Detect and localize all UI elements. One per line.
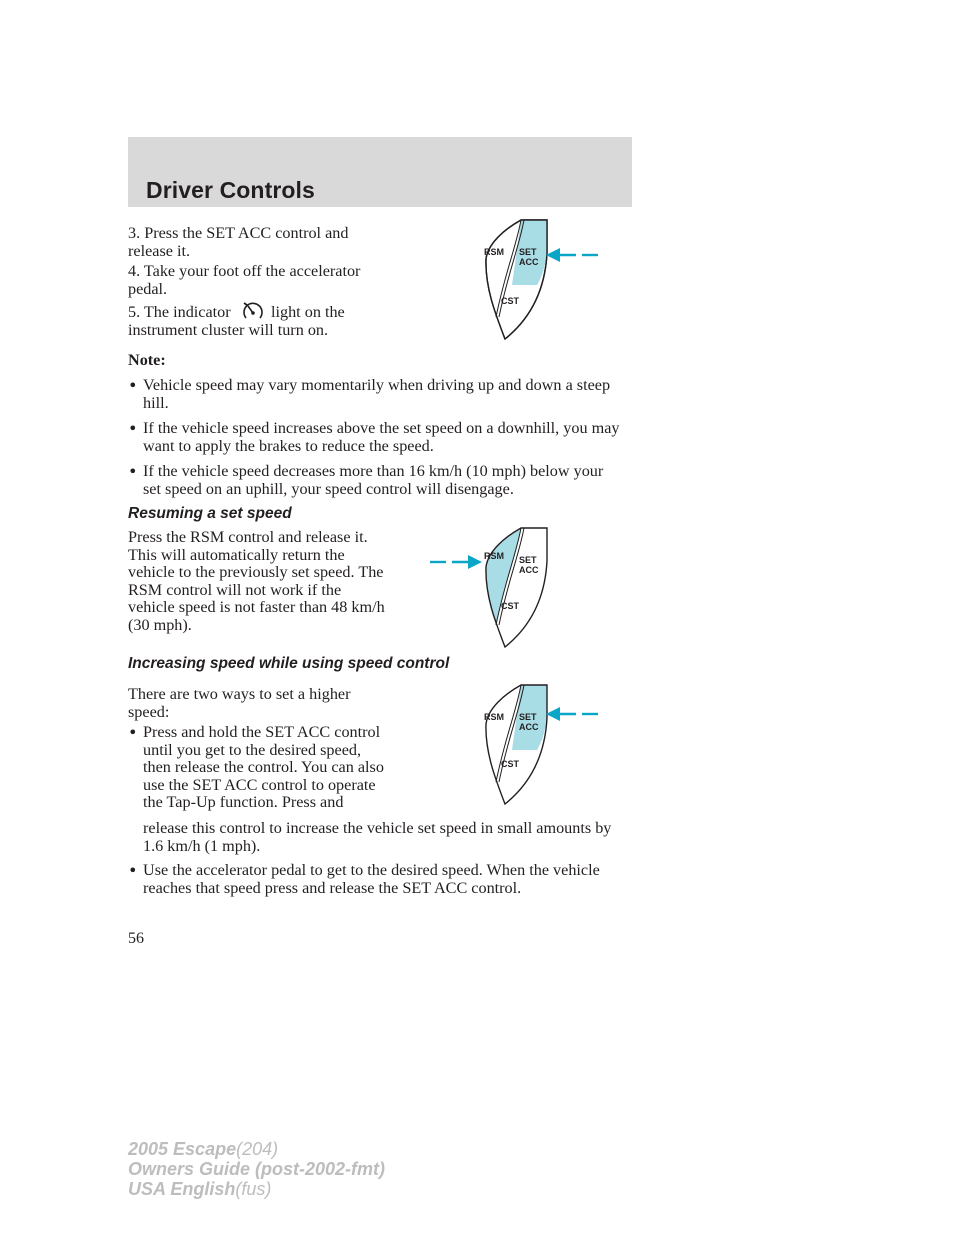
note-bullet-2: If the vehicle speed increases above the set speed on a downhill, you may want to apply the brakes to reduce the speed.	[143, 419, 620, 455]
acc-label: ACC	[519, 565, 539, 575]
cst-label: CST	[501, 601, 519, 611]
arrow-pointer-icon	[544, 245, 600, 269]
increase-heading: Increasing speed while using speed control	[128, 655, 450, 672]
step-3: 3. Press the SET ACC control and release it.	[128, 224, 349, 260]
footer-line-3: USA English(fus)	[128, 1179, 272, 1199]
rsm-label: RSM	[484, 551, 504, 561]
cst-label: CST	[501, 296, 519, 306]
set-label: SET	[519, 247, 537, 257]
footer-line-1: 2005 Escape(204)	[128, 1139, 279, 1159]
footer-line-2: Owners Guide (post-2002-fmt)	[128, 1159, 386, 1179]
arrow-pointer-icon	[544, 704, 600, 728]
bullet-marker: •	[128, 723, 138, 742]
resume-text: Press the RSM control and release it. This will automatically return the vehicle to the previously set speed. The RSM control will not work if the vehicle speed is not faster than 48 km/h (30 mph).	[128, 528, 385, 634]
acc-label: ACC	[519, 257, 539, 267]
note-bullet-3: If the vehicle speed decreases more than 16 km/h (10 mph) below your set speed on an uphill, your speed control will disengage.	[143, 462, 604, 498]
increase-bullet-2: Use the accelerator pedal to get to the desired speed. When the vehicle reaches that speed press and release the SET ACC control.	[143, 861, 600, 897]
set-label: SET	[519, 555, 537, 565]
arrow-pointer-icon	[428, 552, 484, 576]
rsm-label: RSM	[484, 247, 504, 257]
acc-label: ACC	[519, 722, 539, 732]
bullet-marker: •	[128, 376, 138, 395]
increase-bullet-1: Press and hold the SET ACC control until you get to the desired speed, then release the control. You can also use the SET ACC control to operate the Tap-Up function. Press and	[143, 723, 384, 811]
step-5-part-c: instrument cluster will turn on.	[128, 321, 329, 339]
step-5-part-b: light on the	[271, 303, 345, 321]
bullet-marker: •	[128, 861, 138, 880]
rsm-label: RSM	[484, 712, 504, 722]
speed-control-diagram-set-2	[475, 678, 605, 812]
speed-control-diagram-set	[475, 213, 605, 347]
set-label: SET	[519, 712, 537, 722]
page-number: 56	[128, 930, 144, 947]
step-4: 4. Take your foot off the accelerator pedal.	[128, 262, 361, 298]
bullet-marker: •	[128, 419, 138, 438]
resume-heading: Resuming a set speed	[128, 505, 292, 522]
note-bullet-1: Vehicle speed may vary momentarily when driving up and down a steep hill.	[143, 376, 611, 412]
step-5-part-a: 5. The indicator	[128, 303, 231, 321]
speed-control-diagram-rsm	[475, 521, 605, 655]
section-title: Driver Controls	[146, 177, 315, 203]
note-label: Note:	[128, 351, 166, 369]
increase-bullet-1-continued: release this control to increase the vehicle set speed in small amounts by 1.6 km/h (1 mph).	[143, 819, 612, 855]
cst-label: CST	[501, 759, 519, 769]
increase-intro: There are two ways to set a higher speed:	[128, 685, 351, 721]
bullet-marker: •	[128, 462, 138, 481]
